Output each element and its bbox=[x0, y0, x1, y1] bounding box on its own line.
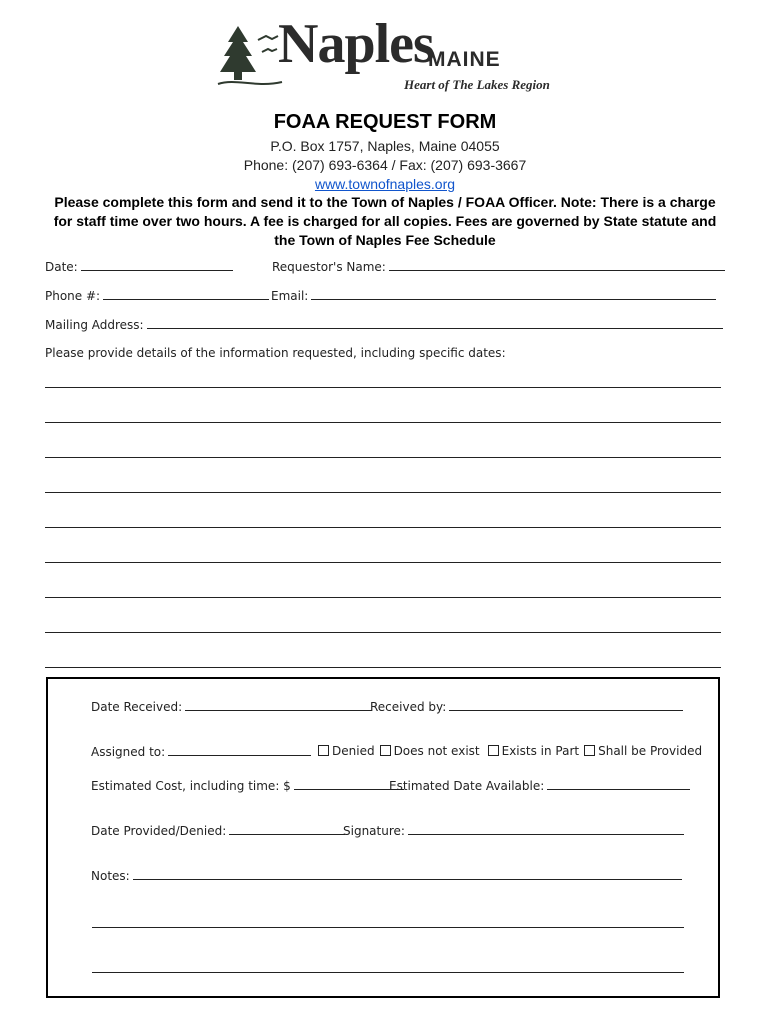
signature-label: Signature: bbox=[343, 824, 405, 838]
email-label: Email: bbox=[271, 289, 309, 303]
estimated-date-field[interactable] bbox=[389, 778, 690, 793]
date-blank[interactable] bbox=[81, 259, 233, 271]
date-provided-label: Date Provided/Denied: bbox=[91, 824, 227, 838]
received-by-field[interactable] bbox=[370, 699, 683, 714]
details-line[interactable] bbox=[45, 632, 721, 633]
notes-line[interactable] bbox=[92, 972, 684, 973]
date-provided-field[interactable] bbox=[91, 823, 345, 838]
details-line[interactable] bbox=[45, 457, 721, 458]
email-blank[interactable] bbox=[311, 288, 716, 300]
details-line[interactable] bbox=[45, 387, 721, 388]
details-line[interactable] bbox=[45, 527, 721, 528]
date-received-blank[interactable] bbox=[185, 699, 372, 711]
date-provided-blank[interactable] bbox=[229, 823, 345, 835]
requestor-name-blank[interactable] bbox=[389, 259, 725, 271]
form-title: FOAA REQUEST FORM bbox=[273, 111, 497, 133]
details-line[interactable] bbox=[45, 667, 721, 668]
date-field[interactable] bbox=[45, 259, 233, 274]
estimated-date-blank[interactable] bbox=[547, 778, 690, 790]
notes-field[interactable] bbox=[91, 868, 682, 883]
details-prompt: Please provide details of the information requested, including specific dates: bbox=[45, 346, 506, 360]
estimated-cost-blank[interactable] bbox=[294, 778, 404, 790]
estimated-cost-label: Estimated Cost, including time: $ bbox=[91, 779, 291, 793]
received-by-label: Received by: bbox=[370, 700, 447, 714]
signature-field[interactable] bbox=[343, 823, 684, 838]
phone-fax-line: Phone: (207) 693-6364 / Fax: (207) 693-3667 bbox=[243, 157, 527, 173]
signature-blank[interactable] bbox=[408, 823, 684, 835]
office-use-box bbox=[46, 677, 720, 998]
details-line[interactable] bbox=[45, 597, 721, 598]
mailing-address-field[interactable] bbox=[45, 317, 723, 332]
naples-maine-logo bbox=[216, 13, 550, 102]
date-label: Date: bbox=[45, 260, 78, 274]
phone-label: Phone #: bbox=[45, 289, 101, 303]
phone-blank[interactable] bbox=[103, 288, 269, 300]
exists-in-part-label: Exists in Part bbox=[501, 744, 580, 758]
mailing-address-label: Mailing Address: bbox=[45, 318, 144, 332]
notes-blank[interactable] bbox=[133, 868, 682, 880]
pine-tree-icon bbox=[216, 22, 286, 102]
does-not-exist-checkbox[interactable] bbox=[380, 745, 391, 756]
date-received-label: Date Received: bbox=[91, 700, 183, 714]
received-by-blank[interactable] bbox=[449, 699, 683, 711]
phone-field[interactable] bbox=[45, 288, 269, 303]
assigned-to-field[interactable] bbox=[91, 744, 311, 759]
notes-line[interactable] bbox=[92, 927, 684, 928]
address-line: P.O. Box 1757, Naples, Maine 04055 bbox=[270, 138, 500, 154]
website-link[interactable]: www.townofnaples.org bbox=[314, 176, 456, 192]
email-field[interactable] bbox=[271, 288, 716, 303]
instructions-text: Please complete this form and send it to the Town of Naples / FOAA Officer. Note: There is a charge for staff time over two hours. A fee is charged for all copies. Fees are governed by State statute and the Town of Naples Fee Schedule bbox=[53, 194, 717, 248]
denied-label: Denied bbox=[332, 744, 375, 758]
requestor-name-label: Requestor's Name: bbox=[272, 260, 386, 274]
denied-checkbox[interactable] bbox=[318, 745, 329, 756]
exists-in-part-checkbox[interactable] bbox=[488, 745, 499, 756]
requestor-name-field[interactable] bbox=[272, 259, 725, 274]
notes-label: Notes: bbox=[91, 869, 130, 883]
assigned-to-blank[interactable] bbox=[168, 744, 311, 756]
details-line[interactable] bbox=[45, 492, 721, 493]
does-not-exist-label: Does not exist bbox=[393, 744, 480, 758]
shall-be-provided-label: Shall be Provided bbox=[598, 744, 703, 758]
date-received-field[interactable] bbox=[91, 699, 372, 714]
logo-wordmark: Naples bbox=[278, 13, 434, 75]
details-line[interactable] bbox=[45, 562, 721, 563]
details-line[interactable] bbox=[45, 422, 721, 423]
logo-tagline: Heart of The Lakes Region bbox=[404, 77, 550, 92]
logo-state: MAINE bbox=[428, 48, 501, 71]
shall-be-provided-checkbox[interactable] bbox=[584, 745, 595, 756]
status-options bbox=[310, 744, 702, 758]
assigned-to-label: Assigned to: bbox=[91, 745, 166, 759]
estimated-cost-field[interactable] bbox=[91, 778, 404, 793]
mailing-address-blank[interactable] bbox=[147, 317, 723, 329]
estimated-date-label: Estimated Date Available: bbox=[389, 779, 545, 793]
